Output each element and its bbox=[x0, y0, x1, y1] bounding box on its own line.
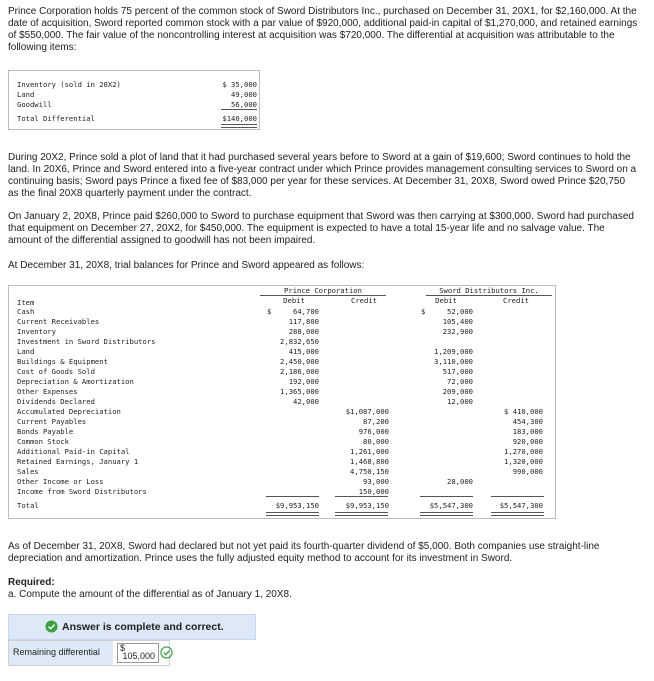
differential-table bbox=[8, 70, 260, 130]
answer-row bbox=[8, 640, 170, 666]
prince-credit-cell: 1,468,800 bbox=[350, 457, 389, 466]
subtotal-rule bbox=[221, 109, 257, 110]
prince-credit-cell: 1,261,000 bbox=[350, 447, 389, 456]
prince-debit-cell: 1,365,000 bbox=[280, 387, 319, 396]
prince-debit-cell: 117,800 bbox=[288, 317, 319, 326]
required-heading: Required: bbox=[8, 577, 55, 588]
total-rule bbox=[266, 496, 319, 497]
sword-credit-cell: 1,320,000 bbox=[504, 457, 543, 466]
trial-balance-item: Additional Paid-in Capital bbox=[17, 447, 130, 456]
check-circle-icon bbox=[45, 620, 58, 633]
sword-credit-cell: $ 410,000 bbox=[504, 407, 543, 416]
trial-balance-table bbox=[8, 285, 556, 519]
prince-debit-cell: 192,000 bbox=[288, 377, 319, 386]
prince-debit-cell: 2,186,000 bbox=[280, 367, 319, 376]
prince-debit-cell: 2,450,000 bbox=[280, 357, 319, 366]
sword-debit-cell: 12,000 bbox=[447, 397, 473, 406]
remaining-differential-input[interactable] bbox=[117, 643, 159, 663]
trial-balance-item: Inventory bbox=[17, 327, 56, 336]
prince-credit-cell: 80,000 bbox=[363, 437, 389, 446]
sword-debit-cell: 3,110,000 bbox=[434, 357, 473, 366]
total-rule bbox=[335, 496, 388, 497]
differential-value: 56,000 bbox=[231, 100, 257, 109]
trial-balance-item: Current Payables bbox=[17, 417, 87, 426]
sword-debit-cell: 52,000 bbox=[447, 307, 473, 316]
currency-symbol: $ bbox=[120, 643, 126, 653]
trial-balance-item: Income from Sword Distributors bbox=[17, 487, 147, 496]
trial-balance-item: Depreciation & Amortization bbox=[17, 377, 134, 386]
prince-credit-header: Credit bbox=[351, 296, 377, 305]
trial-balance-item: Accumulated Depreciation bbox=[17, 407, 121, 416]
prince-credit-cell: 87,200 bbox=[363, 417, 389, 426]
answer-status-banner bbox=[8, 614, 256, 640]
prince-debit-total: $9,953,150 bbox=[275, 501, 319, 510]
sword-debit-cell: 517,000 bbox=[442, 367, 473, 376]
total-double-rule bbox=[335, 512, 388, 516]
differential-total-row bbox=[17, 114, 257, 124]
differential-label: Goodwill bbox=[17, 100, 52, 109]
trial-balance-item: Other Expenses bbox=[17, 387, 78, 396]
answer-value: 105,000 bbox=[122, 651, 155, 661]
sword-debit-cell: 72,000 bbox=[447, 377, 473, 386]
prince-credit-cell: 93,000 bbox=[363, 477, 389, 486]
sword-credit-cell: 1,270,000 bbox=[504, 447, 543, 456]
total-rule bbox=[420, 496, 473, 497]
prince-debit-cell: 2,832,650 bbox=[280, 337, 319, 346]
equipment-paragraph: On January 2, 20X8, Prince paid $260,000 to Sword to purchase equipment that Sword was then carrying at $300,000. Sword had purchased that equipment on December 27, 20X2, for $450,000. The equipment is expected to have a total 15-year life and no salvage value. The amount of the differential assigned to goodwill has not been impaired. bbox=[8, 211, 634, 246]
trial-balance-intro: At December 31, 20X8, trial balances for Prince and Sword appeared as follows: bbox=[8, 260, 365, 271]
prince-credit-total: $9,953,150 bbox=[345, 501, 389, 510]
answer-status-text: Answer is complete and correct. bbox=[62, 621, 224, 633]
intro-paragraph: Prince Corporation holds 75 percent of the common stock of Sword Distributors Inc., purchased on December 31, 20X1, for $2,160,000. At the date of acquisition, Sword reported common stock with a par value of $920,000, additional paid-in capital of $1,270,000, and retained earnings of $550,000. The fair value of the noncontrolling interest at acquisition was $720,000. The differential at acquisition was attributable to the following items: bbox=[8, 6, 638, 53]
sword-debit-cell: 232,900 bbox=[442, 327, 473, 336]
sword-debit-cell: 105,400 bbox=[442, 317, 473, 326]
prince-debit-cell: 288,000 bbox=[288, 327, 319, 336]
sword-credit-cell: 920,000 bbox=[512, 437, 543, 446]
differential-row bbox=[17, 80, 257, 90]
dividend-paragraph: As of December 31, 20X8, Sword had declared but not yet paid its fourth-quarter dividend of $5,000. Both companies use straight-line depreciation and amortization. Prince uses the fully adjusted equity method to account for its investment in Sword. bbox=[8, 541, 600, 564]
trial-balance-item: Sales bbox=[17, 467, 39, 476]
sword-credit-cell: 454,300 bbox=[512, 417, 543, 426]
differential-total-label: Total Differential bbox=[17, 114, 95, 123]
trial-balance-item: Land bbox=[17, 347, 35, 356]
correct-check-icon bbox=[160, 646, 173, 659]
trial-balance-item: Other Income or Loss bbox=[17, 477, 104, 486]
trial-balance-item: Common Stock bbox=[17, 437, 69, 446]
sword-debit-total: $5,547,300 bbox=[429, 501, 473, 510]
sword-header: Sword Distributors Inc. bbox=[439, 286, 539, 295]
total-double-rule bbox=[221, 124, 257, 128]
differential-label: Inventory (sold in 20X2) bbox=[17, 80, 121, 89]
prince-credit-cell: $1,087,000 bbox=[345, 407, 389, 416]
prince-dollar-sign: $ bbox=[267, 307, 272, 316]
prince-debit-cell: 42,000 bbox=[293, 397, 319, 406]
differential-row bbox=[17, 90, 257, 100]
trial-balance-item: Buildings & Equipment bbox=[17, 357, 108, 366]
differential-label: Land bbox=[17, 90, 35, 99]
trial-balance-item: Retained Earnings, January 1 bbox=[17, 457, 139, 466]
sword-debit-header: Debit bbox=[435, 296, 457, 305]
remaining-differential-label: Remaining differential bbox=[9, 641, 113, 665]
sword-credit-total: $5,547,300 bbox=[499, 501, 543, 510]
total-double-rule bbox=[491, 512, 544, 516]
trial-balance-item: Dividends Declared bbox=[17, 397, 95, 406]
prince-debit-header: Debit bbox=[283, 296, 305, 305]
trial-balance-item: Cost of Goods Sold bbox=[17, 367, 95, 376]
differential-total-value: $140,000 bbox=[222, 114, 257, 123]
sword-debit-cell: 28,000 bbox=[447, 477, 473, 486]
prince-debit-cell: 415,000 bbox=[288, 347, 319, 356]
land-sale-paragraph: During 20X2, Prince sold a plot of land that it had purchased several years before to Sword at a gain of $19,600; Sword continues to hold the land. In 20X6, Prince and Sword entered into a five-year contract under which Prince provides management consulting services to Sword on a continuing basis; Sword pays Prince a fixed fee of $83,000 per year for these services. At December 31, 20X8, Sword owed Prince $20,750 as the final 20X8 quarterly payment under the contract. bbox=[8, 152, 637, 199]
total-label: Total bbox=[17, 501, 39, 510]
item-header: Item bbox=[17, 298, 35, 307]
total-rule bbox=[491, 496, 544, 497]
required-question: a. Compute the amount of the differential as of January 1, 20X8. bbox=[8, 589, 292, 600]
sword-debit-cell: 1,209,000 bbox=[434, 347, 473, 356]
prince-credit-cell: 4,750,150 bbox=[350, 467, 389, 476]
sword-credit-cell: 990,000 bbox=[512, 467, 543, 476]
prince-debit-cell: 64,700 bbox=[293, 307, 319, 316]
trial-balance-item: Investment in Sword Distributors bbox=[17, 337, 156, 346]
prince-credit-cell: 150,000 bbox=[358, 487, 389, 496]
prince-header: Prince Corporation bbox=[284, 286, 362, 295]
differential-value: $ 35,000 bbox=[222, 80, 257, 89]
trial-balance-item: Cash bbox=[17, 307, 35, 316]
trial-balance-item: Bonds Payable bbox=[17, 427, 74, 436]
sword-debit-cell: 209,000 bbox=[442, 387, 473, 396]
sword-credit-header: Credit bbox=[503, 296, 529, 305]
differential-value: 49,000 bbox=[231, 90, 257, 99]
prince-credit-cell: 976,000 bbox=[358, 427, 389, 436]
trial-balance-item: Current Receivables bbox=[17, 317, 100, 326]
sword-dollar-sign: $ bbox=[421, 307, 426, 316]
sword-credit-cell: 183,000 bbox=[512, 427, 543, 436]
total-double-rule bbox=[266, 512, 319, 516]
total-double-rule bbox=[420, 512, 473, 516]
